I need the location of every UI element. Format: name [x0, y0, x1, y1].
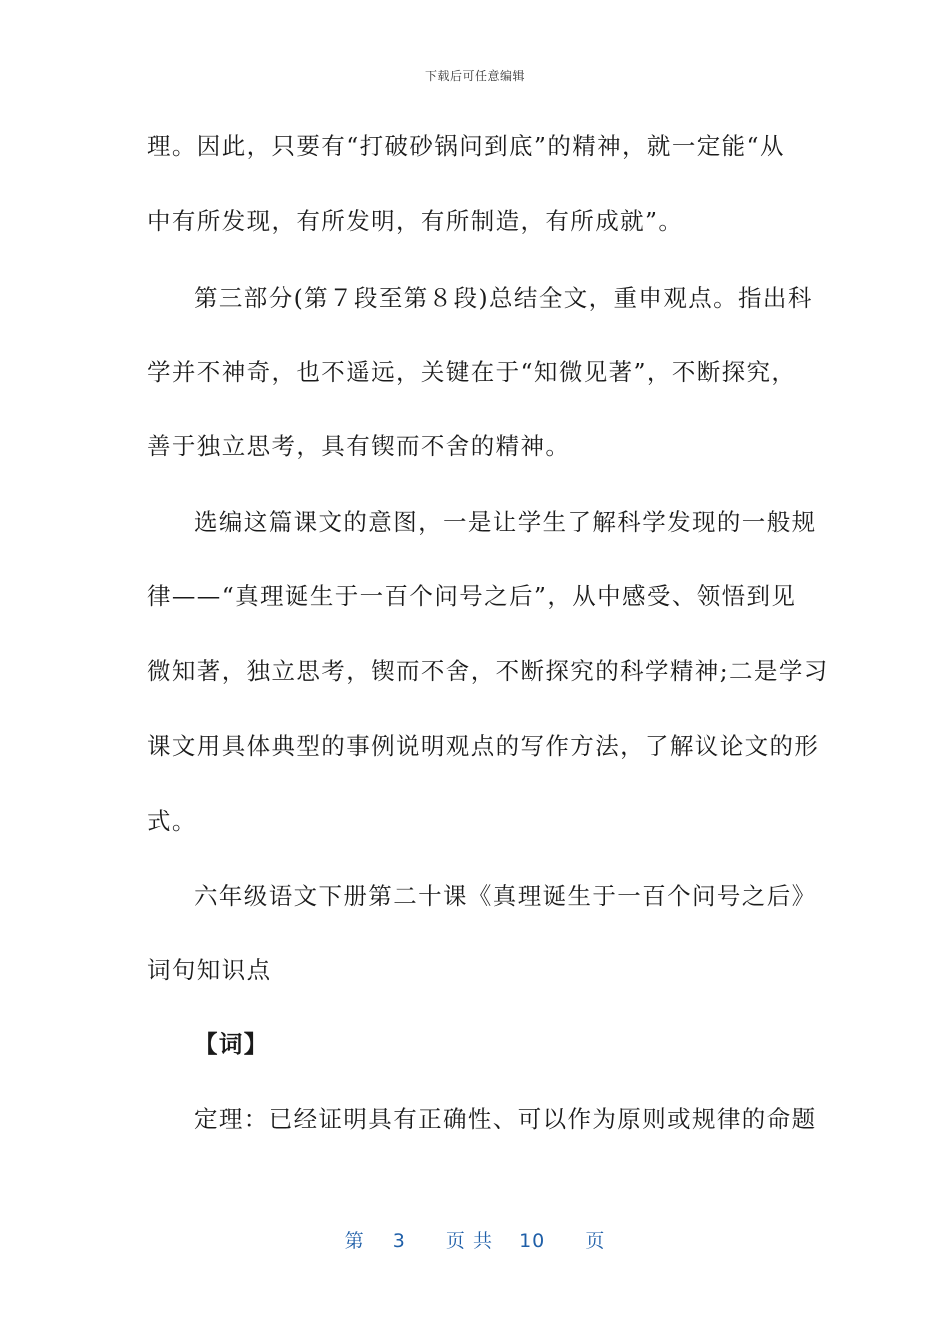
text-line: 善于独立思考，具有锲而不舍的精神。 — [147, 432, 571, 460]
text-line: 学并不神奇，也不遥远，关键在于“知微见著”，不断探究， — [147, 358, 797, 386]
text-line: 式。 — [147, 807, 197, 835]
definition-line: 定理：已经证明具有正确性、可以作为原则或规律的命题 — [194, 1105, 817, 1133]
text-line: 微知著，独立思考，锲而不舍，不断探究的科学精神;二是学习 — [147, 657, 829, 685]
text-line: 理。因此，只要有“打破砂锅问到底”的精神，就一定能“从 — [147, 132, 785, 160]
page-footer — [0, 1226, 950, 1253]
page-label: 第 — [344, 1230, 365, 1252]
of-label: 页 共 — [445, 1230, 493, 1252]
section-title: 六年级语文下册第二十课《真理诞生于一百个问号之后》 — [194, 882, 817, 910]
page-header: 下载后可任意编辑 — [424, 69, 525, 83]
text-line: 课文用具体典型的事例说明观点的写作方法，了解议论文的形 — [147, 732, 820, 760]
page-end-label: 页 — [585, 1230, 606, 1252]
section-title-cont: 词句知识点 — [147, 956, 272, 984]
text-line: 中有所发现，有所发明，有所制造，有所成就”。 — [147, 207, 684, 235]
page-number: 3 — [392, 1230, 406, 1252]
paragraph-start: 第三部分(第７段至第８段)总结全文，重申观点。指出科 — [194, 284, 813, 312]
subheading: 【词】 — [194, 1030, 269, 1058]
total-pages: 10 — [519, 1230, 546, 1252]
text-line: 律——“真理诞生于一百个问号之后”，从中感受、领悟到见 — [147, 582, 797, 610]
paragraph-start: 选编这篇课文的意图，一是让学生了解科学发现的一般规 — [194, 508, 817, 536]
